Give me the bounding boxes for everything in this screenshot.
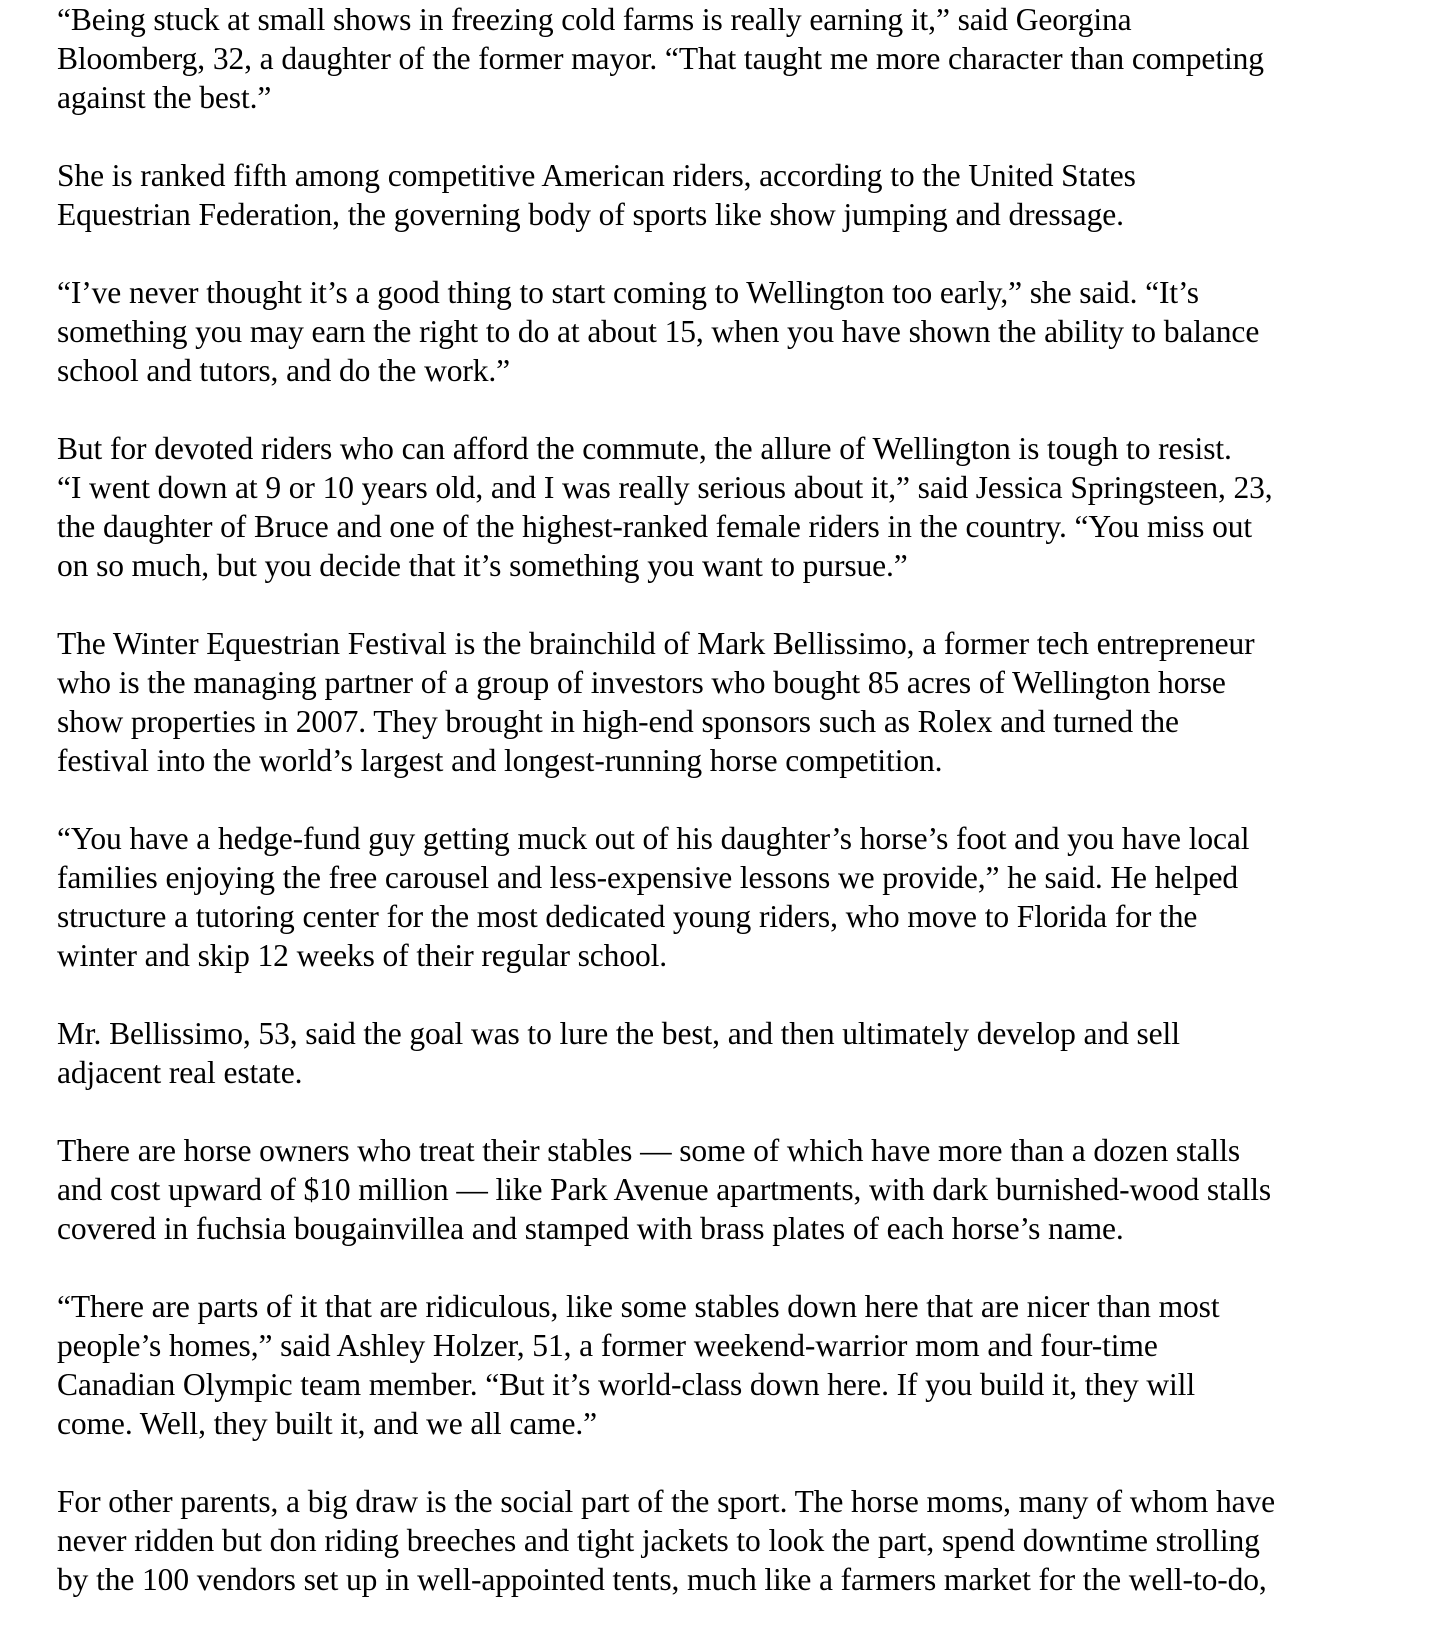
- text-line: Bloomberg, 32, a daughter of the former mayor. “That taught me more character than competing: [57, 41, 1264, 76]
- text-line: by the 100 vendors set up in well-appointed tents, much like a farmers market for the well-to-do,: [57, 1562, 1267, 1597]
- text-line: Equestrian Federation, the governing body of sports like show jumping and dressage.: [57, 197, 1124, 232]
- text-line: the daughter of Bruce and one of the highest-ranked female riders in the country. “You miss out: [57, 509, 1253, 544]
- text-line: Mr. Bellissimo, 53, said the goal was to lure the best, and then ultimately develop and sell: [57, 1016, 1180, 1051]
- text-line: families enjoying the free carousel and less-expensive lessons we provide,” he said. He helped: [57, 860, 1239, 895]
- text-line: school and tutors, and do the work.”: [57, 353, 511, 388]
- paragraph-1: [57, 0, 1397, 117]
- article-body: [57, 0, 1397, 1638]
- text-line: For other parents, a big draw is the social part of the sport. The horse moms, many of whom have: [57, 1484, 1276, 1519]
- text-line: There are horse owners who treat their stables — some of which have more than a dozen stalls: [57, 1133, 1241, 1168]
- text-line: structure a tutoring center for the most dedicated young riders, who move to Florida for the: [57, 899, 1198, 934]
- paragraph-6: [57, 819, 1397, 975]
- text-line: festival into the world’s largest and longest-running horse competition.: [57, 743, 943, 778]
- text-line: “I went down at 9 or 10 years old, and I was really serious about it,” said Jessica Springsteen, 23,: [57, 470, 1273, 505]
- text-line: people’s homes,” said Ashley Holzer, 51, a former weekend-warrior mom and four-time: [57, 1328, 1158, 1363]
- text-line: never ridden but don riding breeches and tight jackets to look the part, spend downtime strolling: [57, 1523, 1260, 1558]
- paragraph-2: [57, 156, 1397, 234]
- text-line: and cost upward of $10 million — like Park Avenue apartments, with dark burnished-wood stalls: [57, 1172, 1272, 1207]
- paragraph-5: [57, 624, 1397, 780]
- text-line: “There are parts of it that are ridiculous, like some stables down here that are nicer than most: [57, 1289, 1220, 1324]
- paragraph-7: [57, 1014, 1397, 1092]
- text-line: show properties in 2007. They brought in high-end sponsors such as Rolex and turned the: [57, 704, 1179, 739]
- paragraph-10: [57, 1482, 1397, 1599]
- text-line: But for devoted riders who can afford the commute, the allure of Wellington is tough to resist.: [57, 431, 1232, 466]
- paragraph-8: [57, 1131, 1397, 1248]
- text-line: Canadian Olympic team member. “But it’s world-class down here. If you build it, they will: [57, 1367, 1195, 1402]
- text-line: who is the managing partner of a group of investors who bought 85 acres of Wellington horse: [57, 665, 1226, 700]
- text-line: covered in fuchsia bougainvillea and stamped with brass plates of each horse’s name.: [57, 1211, 1124, 1246]
- text-line: “You have a hedge-fund guy getting muck out of his daughter’s horse’s foot and you have local: [57, 821, 1250, 856]
- text-line: come. Well, they built it, and we all came.”: [57, 1406, 598, 1441]
- text-line: something you may earn the right to do at about 15, when you have shown the ability to balance: [57, 314, 1260, 349]
- paragraph-9: [57, 1287, 1397, 1443]
- paragraph-4: [57, 429, 1397, 585]
- paragraph-3: [57, 273, 1397, 390]
- text-line: adjacent real estate.: [57, 1055, 303, 1090]
- text-line: winter and skip 12 weeks of their regular school.: [57, 938, 668, 973]
- text-line: “Being stuck at small shows in freezing cold farms is really earning it,” said Georgina: [57, 2, 1132, 37]
- text-line: She is ranked fifth among competitive American riders, according to the United States: [57, 158, 1136, 193]
- text-line: “I’ve never thought it’s a good thing to start coming to Wellington too early,” she said. “It’s: [57, 275, 1199, 310]
- text-line: against the best.”: [57, 80, 272, 115]
- text-line: on so much, but you decide that it’s something you want to pursue.”: [57, 548, 908, 583]
- text-line: The Winter Equestrian Festival is the brainchild of Mark Bellissimo, a former tech entrepreneur: [57, 626, 1255, 661]
